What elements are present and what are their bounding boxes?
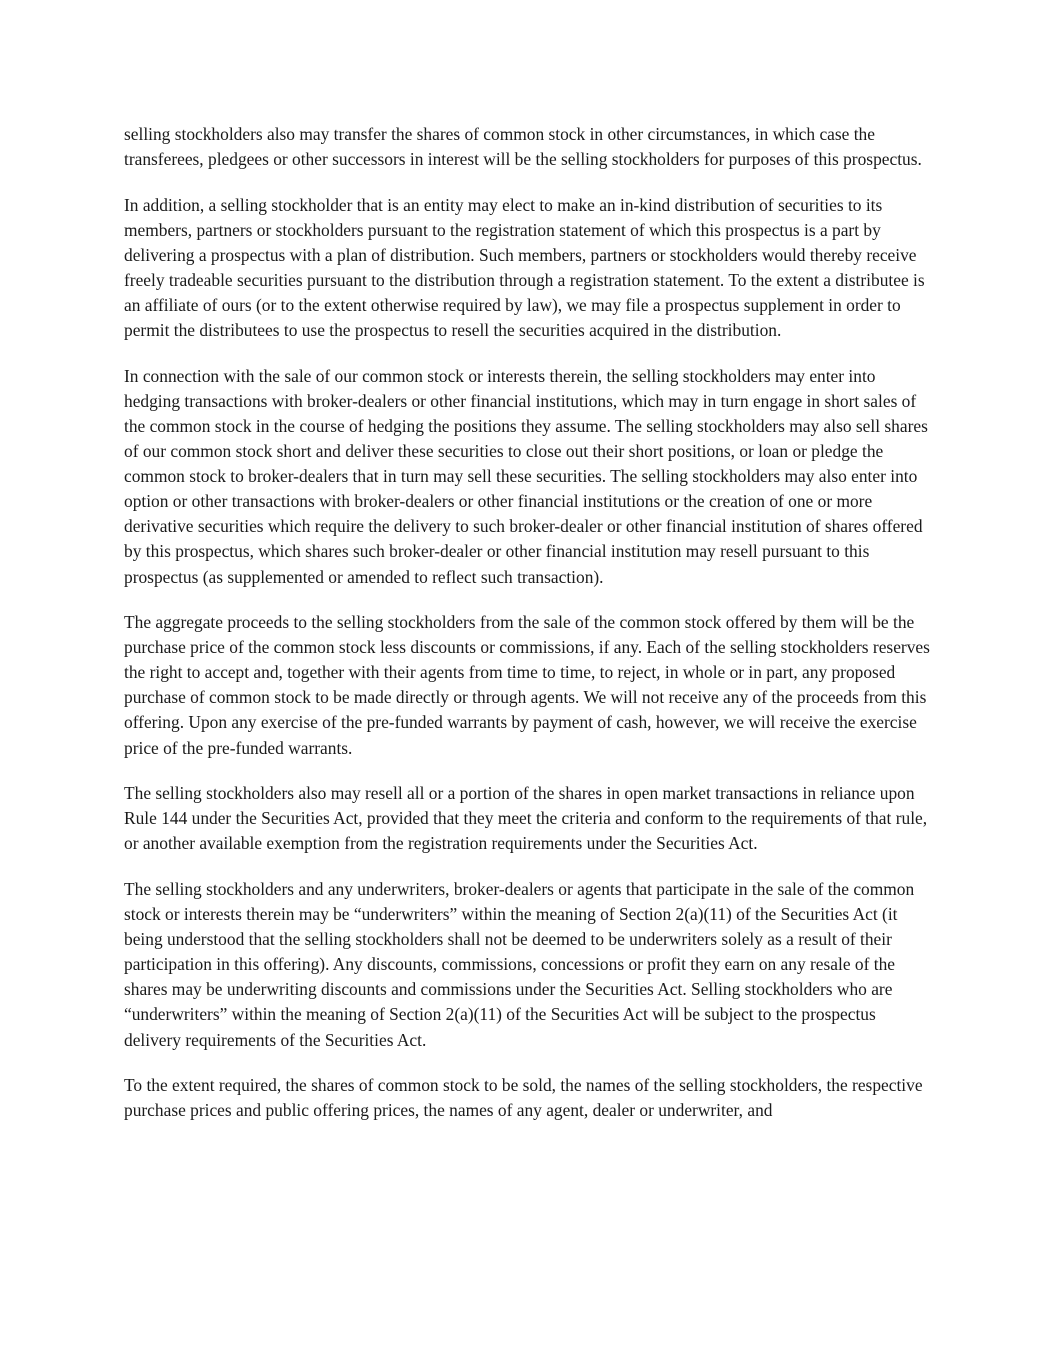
paragraph-in-kind-distribution: In addition, a selling stockholder that is an entity may elect to make an in-kind distribution of securities to its members, partners or stockholders pursuant to the registration statement of which this prospectus is a part by delivering a prospectus with a plan of distribution. Such members, partners or stockholders would thereby receive freely tradeable securities pursuant to the distribution through a registration statement. To the extent a distributee is an affiliate of ours (or to the extent otherwise required by law), we may file a prospectus supplement in order to permit the distributees to use the prospectus to resell the securities acquired in the distribution. [124, 194, 925, 341]
paragraph-aggregate-proceeds: The aggregate proceeds to the selling stockholders from the sale of the common stock offered by them will be the purchase price of the common stock less discounts or commissions, if any. Each of the selling stockholders reserves the right to accept and, together with their agents from time to time, to reject, in whole or in part, any proposed purchase of common stock to be made directly or through agents. We will not receive any of the proceeds from this offering. Upon any exercise of the pre-funded warrants by payment of cash, however, we will receive the exercise price of the pre-funded warrants. [124, 612, 930, 758]
paragraph-extent-required: To the extent required, the shares of common stock to be sold, the names of the selling stockholders, the respective purchase prices and public offering prices, the names of any agent, dealer or underwriter, and [124, 1075, 923, 1121]
paragraph-rule-144: The selling stockholders also may resell all or a portion of the shares in open market transactions in reliance upon Rule 144 under the Securities Act, provided that they meet the criteria and conform to the requirements of that rule, or another available exemption from the registration requirements under the Securities Act. [124, 783, 928, 854]
paragraph-underwriters: The selling stockholders and any underwriters, broker-dealers or agents that participate in the sale of the common stock or interests therein may be “underwriters” within the meaning of Section 2(a)(11) of the Securities Act (it being understood that the selling stockholders shall not be deemed to be underwriters solely as a result of their participation in this offering). Any discounts, commissions, concessions or profit they earn on any resale of the shares may be underwriting discounts and commissions under the Securities Act. Selling stockholders who are “underwriters” within the meaning of Section 2(a)(11) of the Securities Act will be subject to the prospectus delivery requirements of the Securities Act. [124, 878, 915, 1050]
paragraph-hedging-transactions: In connection with the sale of our common stock or interests therein, the selling stockholders may enter into hedging transactions with broker-dealers or other financial institutions, which may in turn engage in short sales of the common stock in the course of hedging the positions they assume. The selling stockholders may also sell shares of our common stock short and deliver these securities to close out their short positions, or loan or pledge the common stock to broker-dealers that in turn may sell these securities. The selling stockholders may also enter into option or other transactions with broker-dealers or other financial institutions or the creation of one or more derivative securities which require the delivery to such broker-dealer or other financial institution of shares offered by this prospectus, which shares such broker-dealer or other financial institution may resell pursuant to this prospectus (as supplemented or amended to reflect such transaction). [124, 365, 928, 587]
document-body [124, 122, 934, 1144]
paragraph-transfer-circumstances: selling stockholders also may transfer the shares of common stock in other circumstances, in which case the transferees, pledgees or other successors in interest will be the selling stockholders for purposes of this prospectus. [124, 124, 922, 170]
